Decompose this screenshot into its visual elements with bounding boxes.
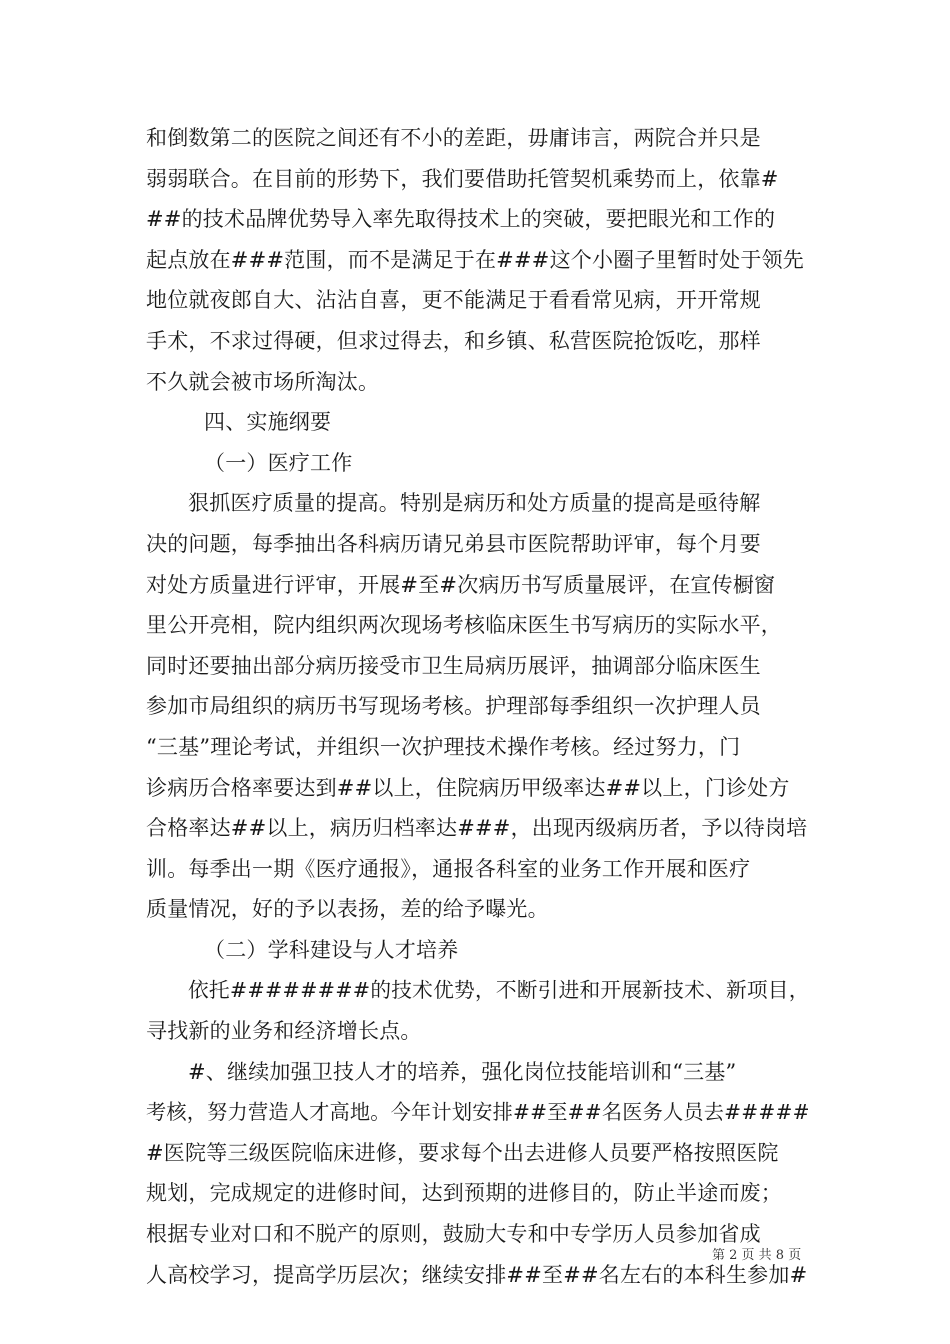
text-line: 人高校学习，提高学历层次；继续安排##至##名左右的本科生参加# (146, 1262, 808, 1287)
text-line: 根据专业对口和不脱产的原则，鼓励大专和中专学历人员参加省成 (146, 1222, 761, 1247)
text-line: 弱弱联合。在目前的形势下，我们要借助托管契机乘势而上，依靠# (146, 166, 779, 191)
subsection-heading: （一）医疗工作 (204, 450, 353, 475)
text-line: 寻找新的业务和经济增长点。 (146, 1019, 422, 1044)
document-body (146, 118, 810, 1295)
page-number: 第 2 页 共 8 页 (712, 1248, 802, 1263)
text-line: 决的问题，每季抽出各科病历请兄弟县市医院帮助评审，每个月要 (146, 531, 761, 556)
text-line: 同时还要抽出部分病历接受市卫生局病历展评，抽调部分临床医生 (146, 653, 761, 678)
text-line: 合格率达##以上，病历归档率达###，出现丙级病历者，予以待岗培 (146, 816, 808, 841)
text-line: 考核，努力营造人才高地。今年计划安排##至##名医务人员去##### (146, 1100, 810, 1125)
text-line: #、继续加强卫技人才的培养，强化岗位技能培训和“三基” (188, 1059, 737, 1084)
subsection-heading: （二）学科建设与人才培养 (204, 937, 459, 962)
text-line: “三基”理论考试，并组织一次护理技术操作考核。经过努力，门 (146, 734, 741, 759)
text-line: 里公开亮相，院内组织两次现场考核临床医生书写病历的实际水平， (146, 613, 782, 638)
text-line: 不久就会被市场所淘汰。 (146, 369, 380, 394)
text-line: 狠抓医疗质量的提高。特别是病历和处方质量的提高是亟待解 (188, 491, 761, 516)
text-line: 参加市局组织的病历书写现场考核。护理部每季组织一次护理人员 (146, 694, 761, 719)
text-line: 训。每季出一期《医疗通报》，通报各科室的业务工作开展和医疗 (146, 856, 751, 881)
text-line: 对处方质量进行评审，开展#至#次病历书写质量展评，在宣传橱窗 (146, 572, 776, 597)
text-line: ##的技术品牌优势导入率先取得技术上的突破，要把眼光和工作的 (146, 207, 776, 232)
text-line: #医院等三级医院临床进修，要求每个出去进修人员要严格按照医院 (146, 1140, 779, 1165)
text-line: 诊病历合格率要达到##以上，住院病历甲级率达##以上，门诊处方 (146, 775, 790, 800)
text-line: 手术，不求过得硬，但求过得去，和乡镇、私营医院抢饭吃，那样 (146, 328, 761, 353)
text-line: 地位就夜郎自大、沾沾自喜，更不能满足于看看常见病，开开常规 (146, 288, 761, 313)
text-line: 规划，完成规定的进修时间，达到预期的进修目的，防止半途而废； (146, 1181, 782, 1206)
section-heading: 四、实施纲要 (204, 410, 332, 435)
text-line: 质量情况，好的予以表扬，差的给予曝光。 (146, 897, 549, 922)
text-line: 和倒数第二的医院之间还有不小的差距，毋庸讳言，两院合并只是 (146, 126, 761, 150)
text-line: 依托########的技术优势，不断引进和开展新技术、新项目， (188, 978, 810, 1003)
text-line: 起点放在###范围，而不是满足于在###这个小圈子里暂时处于领先 (146, 247, 804, 272)
